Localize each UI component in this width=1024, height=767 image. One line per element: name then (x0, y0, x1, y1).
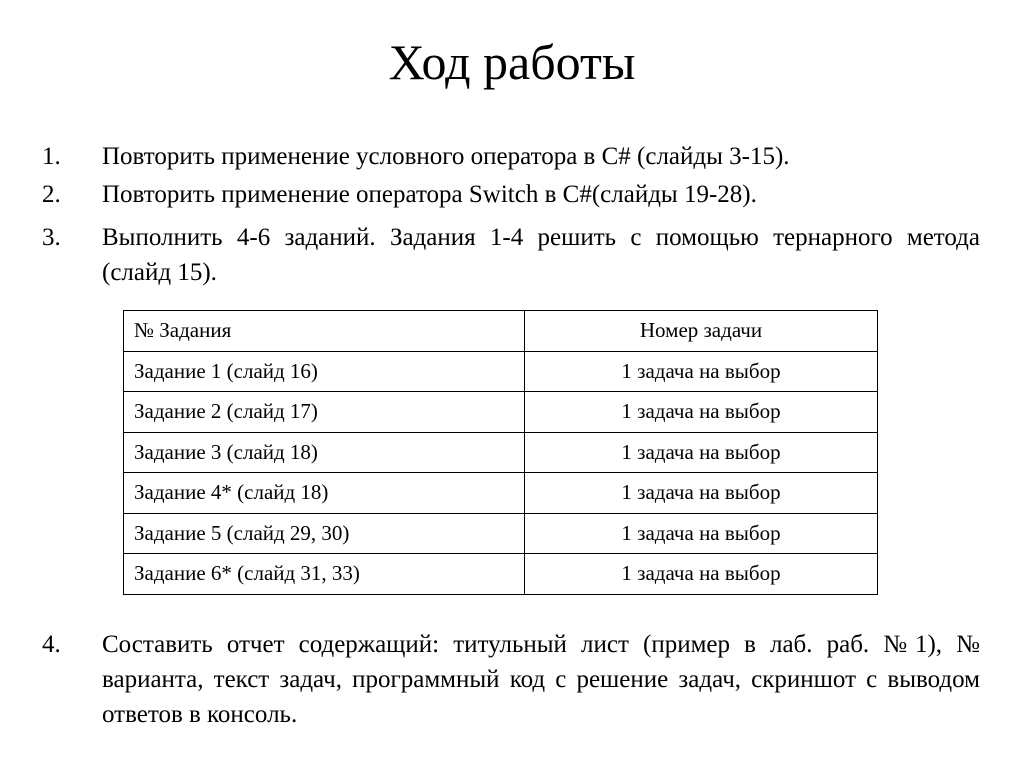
table-cell: 1 задача на выбор (525, 392, 878, 433)
table-row (124, 392, 878, 433)
list-item-number: 1. (42, 143, 61, 170)
list-item (42, 177, 980, 212)
table-cell: Задание 2 (слайд 17) (124, 392, 525, 433)
list-item-text: Выполнить 4-6 заданий. Задания 1-4 решить с помощью тернарного метода (слайд 15). (102, 224, 980, 286)
list-item-number: 4. (42, 631, 61, 658)
table-row (124, 513, 878, 554)
table-row (124, 432, 878, 473)
table-cell: 1 задача на выбор (525, 432, 878, 473)
list-item-text: Составить отчет содержащий: титульный лист (пример в лаб. раб. №1), № варианта, текст задач, программный код с решение задач, скриншот с выводом ответов в консоль. (102, 631, 980, 728)
table-row (124, 473, 878, 514)
table-cell: 1 задача на выбор (525, 513, 878, 554)
table-row (124, 351, 878, 392)
table-cell: 1 задача на выбор (525, 473, 878, 514)
list-item-number: 2. (42, 181, 61, 208)
table-cell: 1 задача на выбор (525, 351, 878, 392)
table-row (124, 554, 878, 595)
slide-title: Ход работы (388, 34, 636, 90)
table-cell: Задание 6* (слайд 31, 33) (124, 554, 525, 595)
table-cell: 1 задача на выбор (525, 554, 878, 595)
table-header: № Задания (124, 311, 525, 352)
list-item-text: Повторить применение оператора Switch в C#(слайды 19-28). (102, 181, 757, 208)
list-item-number: 3. (42, 224, 61, 251)
list-item (42, 220, 980, 290)
list-item (42, 139, 980, 174)
list-item (42, 627, 980, 732)
table-header: Номер задачи (525, 311, 878, 352)
table-cell: Задание 1 (слайд 16) (124, 351, 525, 392)
list-item-text: Повторить применение условного оператора в C# (слайды 3-15). (102, 143, 790, 170)
table-cell: Задание 3 (слайд 18) (124, 432, 525, 473)
table-cell: Задание 4* (слайд 18) (124, 473, 525, 514)
table-header-row (124, 311, 878, 352)
tasks-table (123, 310, 878, 595)
table-cell: Задание 5 (слайд 29, 30) (124, 513, 525, 554)
